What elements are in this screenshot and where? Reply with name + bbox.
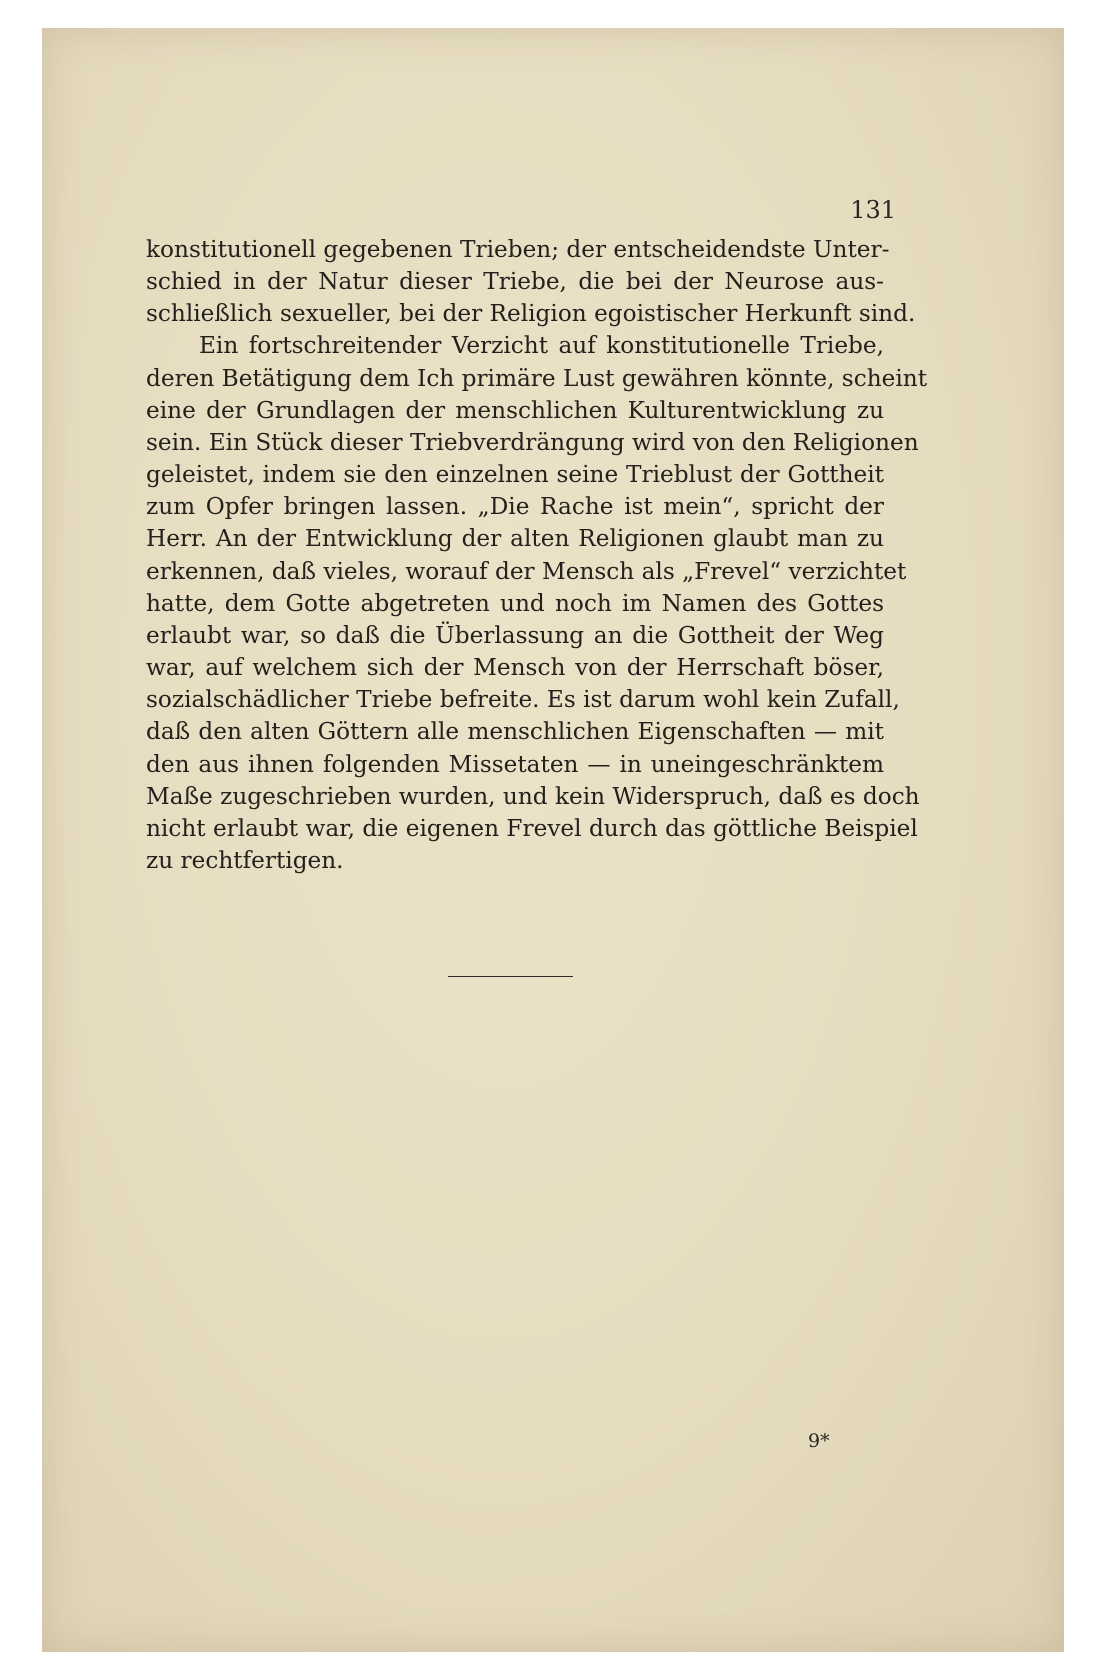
section-divider — [448, 976, 573, 977]
text-line: den aus ihnen folgenden Missetaten — in uneingeschränktem — [146, 750, 884, 778]
text-line: sozialschädlicher Triebe befreite. Es ist darum wohl kein Zufall, — [146, 686, 900, 714]
text-line: Maße zugeschrieben wurden, und kein Widerspruch, daß es doch — [146, 782, 920, 810]
text-line: Ein fortschreitender Verzicht auf konstitutionelle Triebe, — [199, 332, 884, 360]
text-line: schied in der Natur dieser Triebe, die bei der Neurose aus- — [146, 268, 884, 296]
text-line: erlaubt war, so daß die Überlassung an die Gottheit der Weg — [146, 621, 884, 649]
text-line: zum Opfer bringen lassen. „Die Rache ist mein“, spricht der — [146, 493, 884, 521]
text-line: deren Betätigung dem Ich primäre Lust gewähren könnte, scheint — [146, 364, 928, 392]
text-line: eine der Grundlagen der menschlichen Kulturentwicklung zu — [146, 396, 884, 424]
text-line: hatte, dem Gotte abgetreten und noch im Namen des Gottes — [146, 589, 884, 617]
book-page — [42, 28, 1064, 1652]
text-line: Herr. An der Entwicklung der alten Religionen glaubt man zu — [146, 525, 884, 553]
page-number: 131 — [850, 196, 896, 224]
text-line: war, auf welchem sich der Mensch von der Herrschaft böser, — [146, 654, 884, 682]
body-text — [146, 234, 928, 877]
text-line: konstitutionell gegebenen Trieben; der entscheidendste Unter- — [146, 236, 890, 263]
text-line: daß den alten Göttern alle menschlichen Eigenschaften — mit — [146, 718, 884, 746]
text-line: zu rechtfertigen. — [146, 846, 344, 874]
text-line: erkennen, daß vieles, worauf der Mensch als „Frevel“ verzichtet — [146, 557, 907, 585]
signature-mark: 9* — [808, 1430, 830, 1452]
text-line: sein. Ein Stück dieser Triebverdrängung wird von den Religionen — [146, 428, 919, 456]
text-line: schließlich sexueller, bei der Religion egoistischer Herkunft sind. — [146, 300, 916, 328]
text-line: nicht erlaubt war, die eigenen Frevel durch das göttliche Beispiel — [146, 814, 918, 842]
text-line: geleistet, indem sie den einzelnen seine Trieblust der Gottheit — [146, 461, 884, 489]
